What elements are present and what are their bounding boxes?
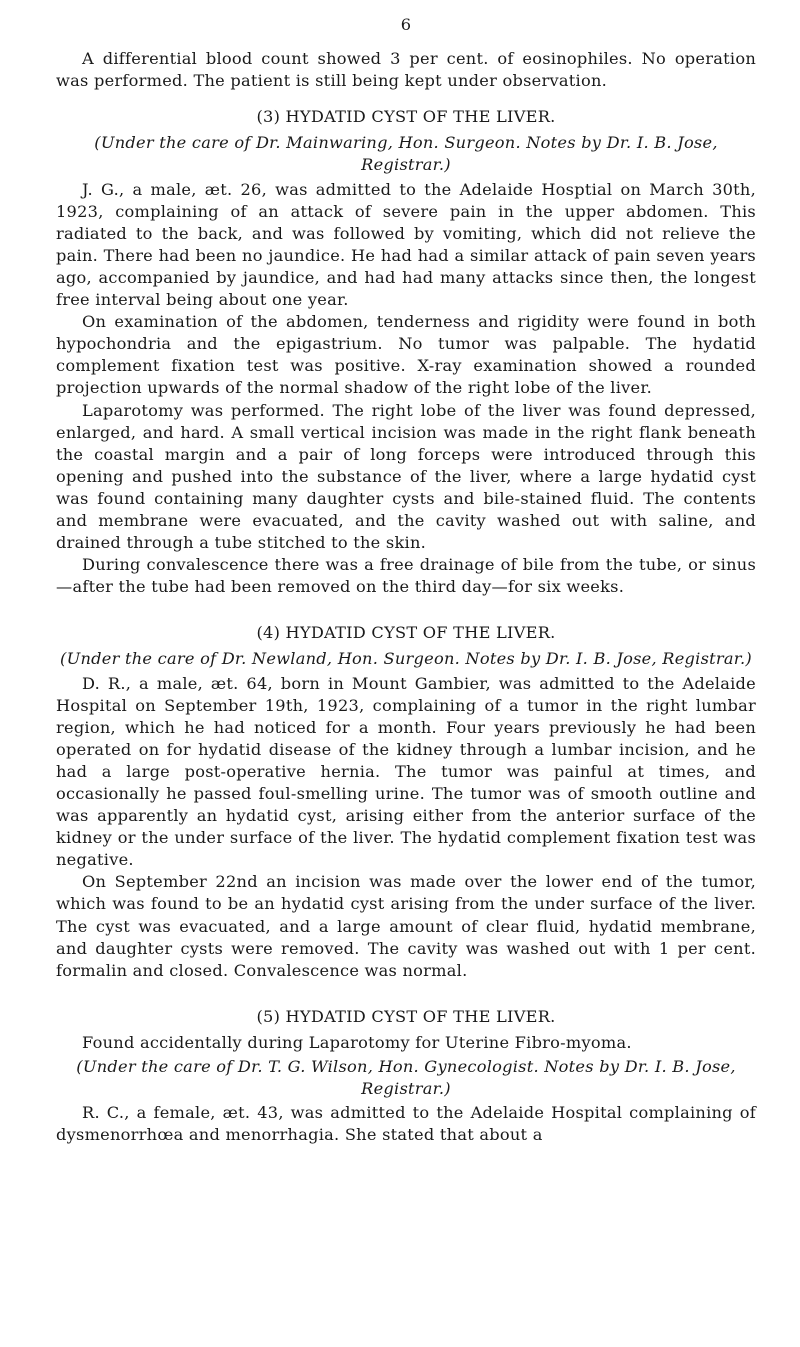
case-5-care-note: (Under the care of Dr. T. G. Wilson, Hon. Gynecologist. Notes by Dr. I. B. Jose, Registrar.) (76, 1057, 736, 1099)
case-5-section (56, 1006, 756, 1147)
case-5-paragraph-1: R. C., a female, æt. 43, was admitted to the Adelaide Hospital complaining of dysmenorrhœa and menorrhagia. She stated that about a (56, 1103, 756, 1145)
case-3-paragraph-4: During convalescence there was a free drainage of bile from the tube, or sinus—after the tube had been removed on the third day—for six weeks. (56, 555, 756, 597)
page-number: 6 (400, 15, 412, 34)
case-3-care-note: (Under the care of Dr. Mainwaring, Hon. Surgeon. Notes by Dr. I. B. Jose, Registrar.) (94, 133, 718, 175)
case-3-paragraph-1: J. G., a male, æt. 26, was admitted to the Adelaide Hosptial on March 30th, 1923, complaining of an attack of severe pain in the upper abdomen. This radiated to the back, and was followed by vomiting, which did not relieve the pain. There had been no jaundice. He had had a similar attack of pain seven years ago, accompanied by jaundice, and had had many attacks since then, the longest free interval being about one year. (56, 179, 756, 310)
case-3-heading: (3) HYDATID CYST OF THE LIVER. (256, 107, 556, 127)
case-3-paragraph-2: On examination of the abdomen, tenderness and rigidity were found in both hypochondria and the epigastrium. No tumor was palpable. The hydatid complement fixation test was positive. X-ray examination showed a rounded projection upwards of the normal shadow of the right lobe of the liver. (56, 312, 756, 398)
case-3-paragraph-3: Laparotomy was performed. The right lobe of the liver was found depressed, enlarged, and hard. A small vertical incision was made in the right flank beneath the coastal margin and a pair of long forceps were introduced through this opening and pushed into the substance of the liver, where a large hydatid cyst was found containing many daughter cysts and bile-stained fluid. The contents and membrane were evacuated, and the cavity washed out with saline, and drained through a tube stitched to the skin. (56, 400, 756, 553)
case-4-care-note: (Under the care of Dr. Newland, Hon. Surgeon. Notes by Dr. I. B. Jose, Registrar.) (60, 649, 752, 669)
case-5-subnote: Found accidentally during Laparotomy for Uterine Fibro-myoma. (82, 1032, 632, 1052)
case-4-section (56, 622, 756, 982)
document-page (56, 14, 756, 1146)
case-5-heading: (5) HYDATID CYST OF THE LIVER. (256, 1006, 556, 1026)
case-4-heading: (4) HYDATID CYST OF THE LIVER. (256, 623, 556, 643)
case-4-paragraph-2: On September 22nd an incision was made over the lower end of the tumor, which was found to be an hydatid cyst arising from the under surface of the liver. The cyst was evacuated, and a large amount of clear fluid, hydatid membrane, and daughter cysts were removed. The cavity was washed out with 1 per cent. formalin and closed. Convalescence was normal. (56, 872, 756, 980)
intro-paragraph: A differential blood count showed 3 per cent. of eosinophiles. No operation was performed. The patient is still being kept under observation. (56, 49, 756, 91)
case-3-section (56, 106, 756, 598)
case-4-paragraph-1: D. R., a male, æt. 64, born in Mount Gambier, was admitted to the Adelaide Hospital on September 19th, 1923, complaining of a tumor in the right lumbar region, which he had noticed for a month. Four years previously he had been operated on for hydatid disease of the kidney through a lumbar incision, and he had a large post-operative hernia. The tumor was painful at times, and occasionally he passed foul-smelling urine. The tumor was of smooth outline and was apparently an hydatid cyst, arising either from the anterior surface of the kidney or the under surface of the liver. The hydatid complement fixation test was negative. (56, 673, 756, 870)
